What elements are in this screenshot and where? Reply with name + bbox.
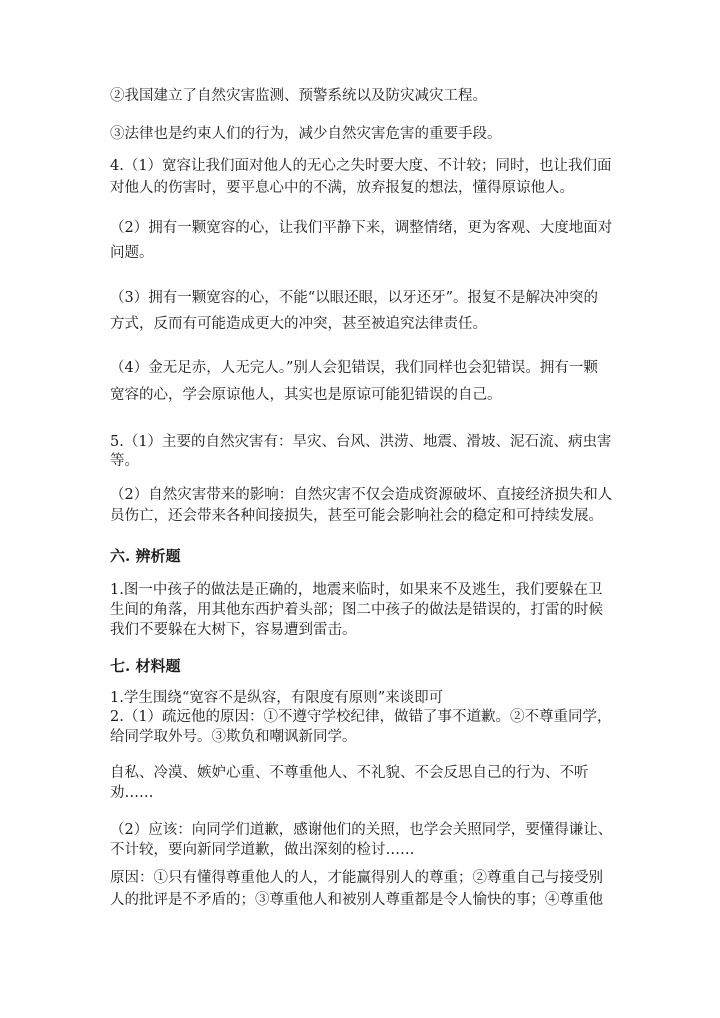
- paragraph-line: 人的批评是不矛盾的；③尊重他人和被别人尊重都是令人愉快的事；④尊重他: [110, 892, 603, 908]
- paragraph-line: （2）拥有一颗宽容的心，让我们平静下来，调整情绪，更为客观、大度地面对: [110, 220, 613, 236]
- paragraph-line: 等。: [110, 453, 139, 469]
- paragraph-line: 问题。: [110, 245, 154, 261]
- paragraph-line: （4）金无足赤，人无完人。”别人会犯错误，我们同样也会犯错误。拥有一颗: [110, 360, 598, 376]
- section-heading-material: 七. 材料题: [110, 657, 181, 675]
- paragraph-line: 宽容的心，学会原谅他人，其实也是原谅可能犯错误的自己。: [110, 387, 502, 403]
- paragraph-line: 我们不要躲在大树下，容易遭到雷击。: [110, 622, 357, 638]
- paragraph-line: 给同学取外号。③欺负和嘲讽新同学。: [110, 729, 357, 745]
- paragraph-line: 自私、冷漠、嫉妒心重、不尊重他人、不礼貌、不会反思自己的行为、不听: [110, 765, 589, 781]
- paragraph-line: 2.（1）疏远他的原因：①不遵守学校纪律，做错了事不道歉。②不尊重同学，: [110, 709, 612, 725]
- paragraph-line: （3）拥有一颗宽容的心，不能“以眼还眼，以牙还牙”。报复不是解决冲突的: [110, 290, 599, 306]
- paragraph-line: 原因：①只有懂得尊重他人的人，才能赢得别人的尊重；②尊重自己与接受别: [110, 870, 603, 886]
- section-heading-analysis: 六. 辨析题: [110, 547, 181, 565]
- paragraph-line: 1.图一中孩子的做法是正确的，地震来临时，如果来不及逃生，我们要躲在卫: [110, 582, 603, 598]
- paragraph-line: 1.学生围绕“宽容不是纵容，有限度有原则”来谈即可: [110, 690, 444, 706]
- paragraph-line: ②我国建立了自然灾害监测、预警系统以及防灾减灾工程。: [110, 88, 487, 104]
- paragraph-line: ③法律也是约束人们的行为，减少自然灾害危害的重要手段。: [110, 126, 502, 142]
- paragraph-line: 劝……: [110, 785, 154, 801]
- paragraph-line: 方式，反而有可能造成更大的冲突，甚至被追究法律责任。: [110, 316, 487, 332]
- paragraph-line: （2）应该：向同学们道歉，感谢他们的关照，也学会关照同学，要懂得谦让、: [110, 822, 613, 838]
- paragraph-line: 对他人的伤害时，要平息心中的不满，放弃报复的想法，懂得原谅他人。: [110, 180, 574, 196]
- paragraph-line: 4.（1）宽容让我们面对他人的无心之失时要大度、不计较；同时，也让我们面: [110, 158, 612, 174]
- paragraph-line: 生间的角落，用其他东西护着头部；图二中孩子的做法是错误的，打雷的时候: [110, 602, 603, 618]
- paragraph-line: （2）自然灾害带来的影响：自然灾害不仅会造成资源破坏、直接经济损失和人: [110, 487, 613, 503]
- paragraph-line: 5.（1）主要的自然灾害有：旱灾、台风、洪涝、地震、滑坡、泥石流、病虫害: [110, 434, 612, 450]
- paragraph-line: 员伤亡，还会带来各种间接损失，甚至可能会影响社会的稳定和可持续发展。: [110, 508, 603, 524]
- paragraph-line: 不计较，要向新同学道歉，做出深刻的检讨……: [110, 842, 415, 858]
